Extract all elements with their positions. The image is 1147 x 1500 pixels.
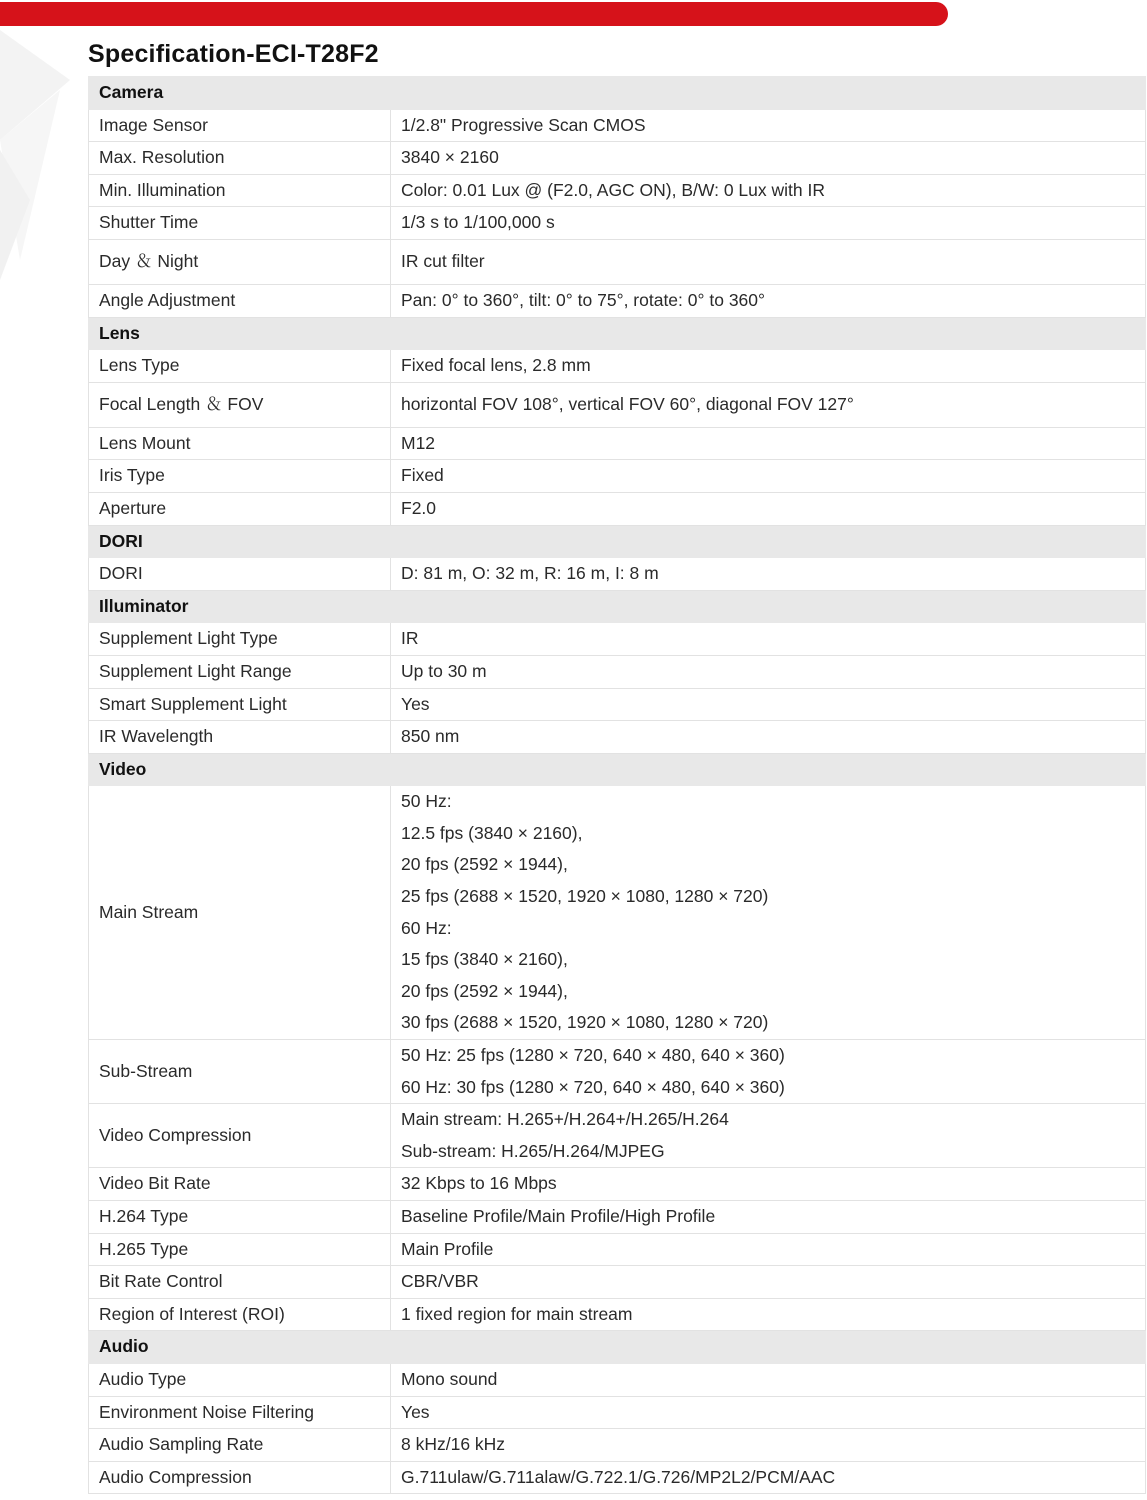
spec-value <box>391 1298 1146 1331</box>
spec-row <box>89 1201 1146 1234</box>
spec-value-line: 1 fixed region for main stream <box>401 1303 633 1324</box>
spec-label: IR Wavelength <box>89 721 391 754</box>
section-header <box>89 1331 1146 1364</box>
spec-value-line: IR <box>401 628 419 649</box>
spec-label: H.265 Type <box>89 1233 391 1266</box>
spec-label: Main Stream <box>89 786 391 1040</box>
spec-label: Min. Illumination <box>89 174 391 207</box>
spec-label: Supplement Light Range <box>89 655 391 688</box>
spec-label: Sub-Stream <box>89 1040 391 1104</box>
spec-row <box>89 786 1146 1040</box>
section-header <box>89 317 1146 350</box>
spec-label: Video Bit Rate <box>89 1168 391 1201</box>
spec-value-line: Yes <box>401 693 430 714</box>
spec-label: Lens Mount <box>89 427 391 460</box>
spec-label: Bit Rate Control <box>89 1266 391 1299</box>
spec-row <box>89 1298 1146 1331</box>
spec-row <box>89 623 1146 656</box>
spec-row <box>89 721 1146 754</box>
spec-value-line: 20 fps (2592 × 1944), <box>401 980 568 1001</box>
spec-value-line: Main stream: H.265+/H.264+/H.265/H.264 <box>401 1109 729 1130</box>
section-title: DORI <box>89 525 1146 558</box>
spec-value-line: 50 Hz: 25 fps (1280 × 720, 640 × 480, 640 × 360) <box>401 1045 785 1066</box>
section-header <box>89 77 1146 110</box>
spec-value <box>391 427 1146 460</box>
spec-value <box>391 721 1146 754</box>
spec-label: Region of Interest (ROI) <box>89 1298 391 1331</box>
section-title: Video <box>89 753 1146 786</box>
spec-label: Aperture <box>89 492 391 525</box>
spec-label: Supplement Light Type <box>89 623 391 656</box>
spec-value-line: 1/3 s to 1/100,000 s <box>401 212 555 233</box>
spec-value <box>391 142 1146 175</box>
spec-value <box>391 239 1146 284</box>
page-title: Specification-ECI-T28F2 <box>88 40 379 68</box>
spec-label: H.264 Type <box>89 1201 391 1234</box>
spec-row <box>89 142 1146 175</box>
spec-value-line: Baseline Profile/Main Profile/High Profile <box>401 1206 716 1226</box>
spec-row <box>89 1461 1146 1494</box>
spec-label: Iris Type <box>89 460 391 493</box>
spec-value-line: Main Profile <box>401 1238 494 1259</box>
spec-value <box>391 109 1146 142</box>
spec-value <box>391 492 1146 525</box>
section-title: Audio <box>89 1331 1146 1364</box>
spec-value-line: 60 Hz: 30 fps (1280 × 720, 640 × 480, 640 × 360) <box>401 1076 785 1097</box>
spec-label: Shutter Time <box>89 207 391 240</box>
top-accent-bar <box>0 2 948 26</box>
spec-row <box>89 284 1146 317</box>
spec-value-line: 30 fps (2688 × 1520, 1920 × 1080, 1280 × 720) <box>401 1012 769 1033</box>
spec-value-line: Fixed <box>401 465 444 486</box>
spec-label: Audio Compression <box>89 1461 391 1494</box>
spec-value <box>391 1040 1146 1104</box>
spec-value <box>391 1429 1146 1462</box>
spec-value-line: Sub-stream: H.265/H.264/MJPEG <box>401 1140 665 1161</box>
spec-row <box>89 1266 1146 1299</box>
spec-row <box>89 207 1146 240</box>
spec-value-line: Mono sound <box>401 1368 498 1389</box>
spec-row <box>89 1429 1146 1462</box>
spec-value-line: 60 Hz: <box>401 917 452 938</box>
spec-row <box>89 460 1146 493</box>
spec-label: Angle Adjustment <box>89 284 391 317</box>
section-title: Camera <box>89 77 1146 110</box>
spec-value <box>391 786 1146 1040</box>
spec-row <box>89 558 1146 591</box>
spec-value <box>391 460 1146 493</box>
spec-value-line: horizontal FOV 108°, vertical FOV 60°, diagonal FOV 127° <box>401 393 854 414</box>
section-header <box>89 590 1146 623</box>
spec-value <box>391 174 1146 207</box>
section-title: Lens <box>89 317 1146 350</box>
spec-value <box>391 1104 1146 1168</box>
spec-value-line: IR cut filter <box>401 251 485 272</box>
spec-value <box>391 1396 1146 1429</box>
spec-value-line: M12 <box>401 432 436 453</box>
spec-value-line: 15 fps (3840 × 2160), <box>401 949 568 970</box>
spec-label: Lens Type <box>89 350 391 383</box>
spec-value-line: 1/2.8" Progressive Scan CMOS <box>401 114 646 135</box>
spec-value-line: 850 nm <box>401 726 460 747</box>
spec-label: DORI <box>89 558 391 591</box>
spec-value <box>391 284 1146 317</box>
spec-value <box>391 1461 1146 1494</box>
spec-label: Audio Sampling Rate <box>89 1429 391 1462</box>
spec-value-line: 8 kHz/16 kHz <box>401 1434 506 1455</box>
section-title: Illuminator <box>89 590 1146 623</box>
spec-value-line: Up to 30 m <box>401 660 487 681</box>
spec-value-line: F2.0 <box>401 497 437 518</box>
spec-value-line: 12.5 fps (3840 × 2160), <box>401 822 583 843</box>
spec-value-line: Pan: 0° to 360°, tilt: 0° to 75°, rotate: 0° to 360° <box>401 289 766 310</box>
spec-value-line: 3840 × 2160 <box>401 147 499 168</box>
spec-value <box>391 350 1146 383</box>
spec-value <box>391 1168 1146 1201</box>
spec-label: Audio Type <box>89 1363 391 1396</box>
spec-row <box>89 382 1146 427</box>
spec-value-line: Fixed focal lens, 2.8 mm <box>401 355 591 376</box>
spec-label: Video Compression <box>89 1104 391 1168</box>
spec-value <box>391 207 1146 240</box>
spec-value-line: CBR/VBR <box>401 1271 479 1292</box>
spec-value <box>391 558 1146 591</box>
spec-row <box>89 1104 1146 1168</box>
spec-value <box>391 1266 1146 1299</box>
spec-row <box>89 688 1146 721</box>
spec-row <box>89 109 1146 142</box>
spec-value-line: 32 Kbps to 16 Mbps <box>401 1173 557 1194</box>
spec-label: Smart Supplement Light <box>89 688 391 721</box>
spec-row <box>89 492 1146 525</box>
spec-label: Day ＆ Night <box>89 239 391 284</box>
spec-label: Image Sensor <box>89 109 391 142</box>
spec-row <box>89 655 1146 688</box>
spec-value-line: 50 Hz: <box>401 791 452 812</box>
spec-row <box>89 1396 1146 1429</box>
spec-row <box>89 350 1146 383</box>
spec-value <box>391 1233 1146 1266</box>
spec-value <box>391 688 1146 721</box>
spec-value-line: Yes <box>401 1401 430 1422</box>
spec-row <box>89 239 1146 284</box>
spec-row <box>89 1168 1146 1201</box>
spec-value-line: 25 fps (2688 × 1520, 1920 × 1080, 1280 × 720) <box>401 886 769 907</box>
spec-label: Environment Noise Filtering <box>89 1396 391 1429</box>
spec-value-line: Color: 0.01 Lux @ (F2.0, AGC ON), B/W: 0 Lux with IR <box>401 179 825 200</box>
spec-value-line: 20 fps (2592 × 1944), <box>401 854 568 875</box>
spec-value <box>391 623 1146 656</box>
spec-value <box>391 1201 1146 1234</box>
spec-value <box>391 382 1146 427</box>
section-header <box>89 525 1146 558</box>
spec-value-line: D: 81 m, O: 32 m, R: 16 m, I: 8 m <box>401 563 659 584</box>
spec-label: Focal Length ＆ FOV <box>89 382 391 427</box>
spec-value <box>391 655 1146 688</box>
spec-value-line: G.711ulaw/G.711alaw/G.722.1/G.726/MP2L2/PCM/AAC <box>401 1466 836 1487</box>
spec-row <box>89 1040 1146 1104</box>
spec-value <box>391 1363 1146 1396</box>
spec-row <box>89 174 1146 207</box>
spec-row <box>89 427 1146 460</box>
specification-table <box>88 76 1146 1494</box>
section-header <box>89 753 1146 786</box>
spec-row <box>89 1363 1146 1396</box>
spec-label: Max. Resolution <box>89 142 391 175</box>
spec-row <box>89 1233 1146 1266</box>
